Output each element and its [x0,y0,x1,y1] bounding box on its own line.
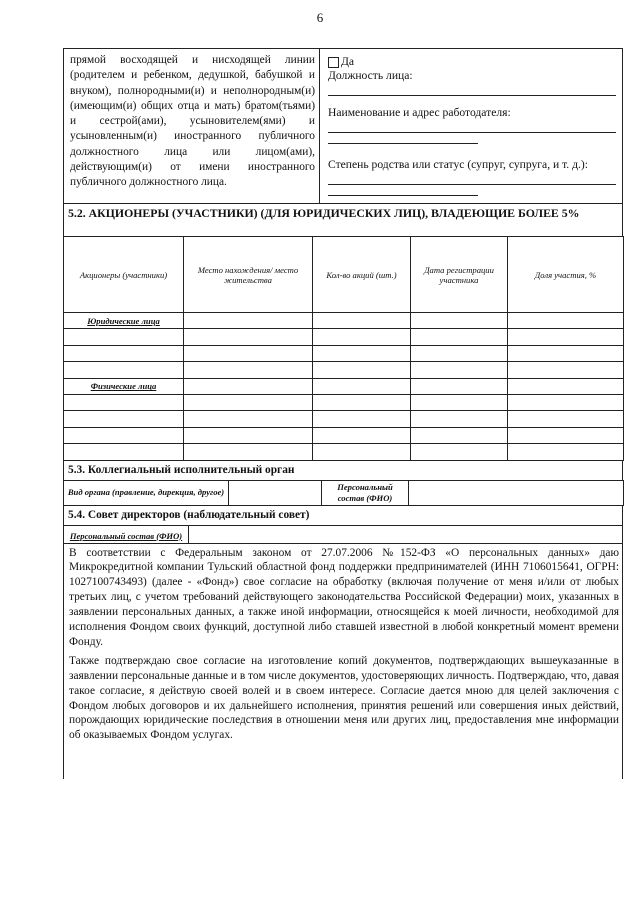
table-cell[interactable] [313,394,411,410]
col-reg-date: Дата регистрации участника [411,237,508,313]
relation-field-2[interactable] [328,185,478,196]
table-cell[interactable] [411,378,508,394]
pep-relatives-row [63,48,623,203]
yes-checkbox[interactable] [328,57,339,68]
table-cell[interactable] [184,427,313,443]
col-shareholders: Акционеры (участники) [64,237,184,313]
table-cell[interactable] [64,394,184,410]
shareholders-header-row [64,237,624,313]
board-personnel-row [63,525,623,543]
section-5-4-title: 5.4. Совет директоров (наблюдательный совет) [63,506,623,525]
table-cell[interactable] [313,444,411,460]
table-cell[interactable] [508,345,624,361]
position-field[interactable] [328,83,616,96]
table-cell[interactable] [313,362,411,378]
table-cell[interactable] [64,411,184,427]
table-cell[interactable] [184,329,313,345]
section-5-3-title: 5.3. Коллегиальный исполнительный орган [63,461,623,480]
page-number: 6 [316,10,324,25]
body-type-field[interactable] [229,480,322,505]
table-cell[interactable] [508,444,624,460]
section-5-2-title: 5.2. АКЦИОНЕРЫ (УЧАСТНИКИ) (ДЛЯ ЮРИДИЧЕСКИХ ЛИЦ), ВЛАДЕЮЩИЕ БОЛЕЕ 5% [63,203,623,236]
table-cell[interactable] [184,394,313,410]
table-cell[interactable] [411,345,508,361]
table-cell[interactable] [411,362,508,378]
table-cell[interactable] [313,313,411,329]
table-cell[interactable] [508,427,624,443]
employer-field-2[interactable] [328,133,478,144]
table-cell[interactable] [508,411,624,427]
table-cell[interactable] [411,313,508,329]
table-cell[interactable] [411,427,508,443]
form-frame [63,48,623,779]
table-cell[interactable] [184,362,313,378]
table-cell[interactable] [184,378,313,394]
shareholders-table [63,236,624,461]
table-cell[interactable] [411,444,508,460]
table-cell[interactable] [184,444,313,460]
table-cell[interactable] [411,329,508,345]
employer-label: Наименование и адрес работодателя: [328,106,511,119]
col-share-percent: Доля участия, % [508,237,624,313]
individuals-label: Физические лица [64,378,184,394]
executive-body-table [63,480,624,506]
table-cell[interactable] [64,427,184,443]
consent-block [63,543,623,779]
table-cell[interactable] [411,411,508,427]
exec-personnel-field[interactable] [409,480,624,505]
table-cell[interactable] [508,362,624,378]
body-type-label: Вид органа (правление, дирекция, другое) [64,480,229,505]
table-cell[interactable] [508,329,624,345]
table-cell[interactable] [313,427,411,443]
table-cell[interactable] [64,444,184,460]
consent-paragraph-1: В соответствии с Федеральным законом от 27.07.2006 №152-ФЗ «О персональных данных» даю Микрокредитной компании Тульский областной фонд поддержки предпринимателей (ИНН 7106015641, ОГРН: 1027100743493) (далее - «Фонд») свое согласие на обработку (включая получение от меня и/или от любых третьих лиц, с учетом требований действующего законодательства Российской Федерации) моих, указанных в заявлении персональных данных, а также иной информации, относящейся к моей личности, необходимой для исполнения Фондом своих функций, доступной либо ставшей известной в любой конкретный момент времени Фонду. [69,546,619,648]
table-cell[interactable] [64,345,184,361]
table-cell[interactable] [184,345,313,361]
table-cell[interactable] [508,313,624,329]
col-shares: Кол-во акций (шт.) [313,237,411,313]
exec-personnel-label: Персональный состав (ФИО) [322,480,409,505]
table-cell[interactable] [508,378,624,394]
consent-paragraph-2: Также подтверждаю свое согласие на изготовление копий документов, подтверждающих вышеуказанные в заявлении персональные данные и в том числе документов, удостоверяющих личность. Подтверждаю, что, давая такое согласие, я действую своей волей и в своем интересе. Согласие дается мною для целей заключения с Фондом любых договоров и их дальнейшего исполнения, принятия решений или совершения иных действий, порождающих юридические последствия в отношении меня или других лиц, предоставления мне информации об оказываемых Фондом услугах. [69,654,619,742]
table-cell[interactable] [313,329,411,345]
pep-relatives-text: прямой восходящей и нисходящей линии (родителем и ребенком, дедушкой, бабушкой и внуком), полнородными(и) и неполнородным(и) (имеющим(и) общих отца и мать) братом(тьями) и сестрой(ами), усыновителем(ями) и усыновленным(и) иностранного публичного должностного лица или лицом(ами), действующим(и) от имени иностранного публичного должностного лица. [64,49,320,203]
position-label: Должность лица: [328,69,413,82]
table-cell[interactable] [184,411,313,427]
yes-checkbox-label: Да [341,55,355,68]
table-cell[interactable] [313,378,411,394]
table-cell[interactable] [411,394,508,410]
table-cell[interactable] [64,362,184,378]
relation-field[interactable] [328,172,616,185]
table-cell[interactable] [64,329,184,345]
table-cell[interactable] [313,411,411,427]
table-cell[interactable] [508,394,624,410]
relation-label: Степень родства или статус (супруг, супруга, и т. д.): [328,158,588,171]
table-cell[interactable] [313,345,411,361]
board-personnel-label: Персональный состав (ФИО) [64,526,189,543]
legal-entities-label: Юридические лица [64,313,184,329]
pep-details [320,49,622,203]
employer-field[interactable] [328,120,616,133]
col-location: Место нахождения/ место жительства [184,237,313,313]
table-cell[interactable] [184,313,313,329]
